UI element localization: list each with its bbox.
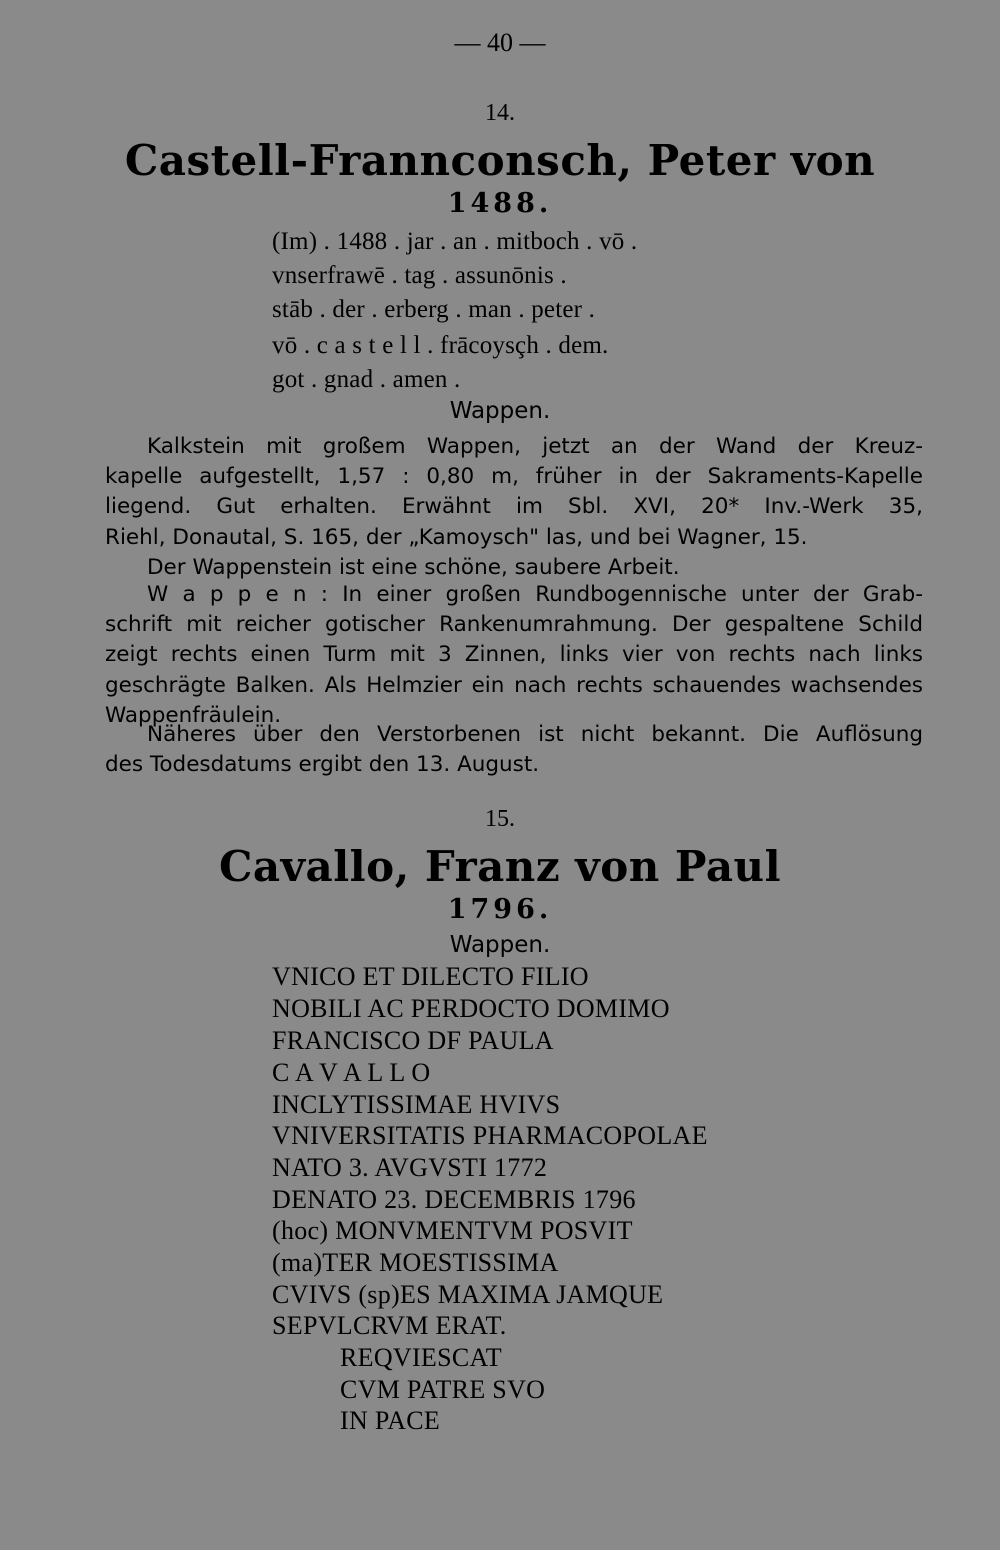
entry-14-paragraph-4: [105, 720, 923, 780]
entry-15-inscription-line: VNIVERSITATIS PHARMACOPOLAE: [272, 1121, 708, 1150]
paragraph-line: Riehl, Donautal, S. 165, der „Kamoysch" las, und bei Wagner, 15.: [105, 524, 808, 550]
paragraph-line: zeigt rechts einen Turm mit 3 Zinnen, links vier von rechts nach links: [105, 642, 923, 668]
entry-14-paragraph-1: [105, 432, 923, 553]
entry-15-inscription-line: CVIVS (sp)ES MAXIMA JAMQUE: [272, 1280, 664, 1309]
entry-14-number: 14.: [485, 100, 515, 126]
entry-15-inscription-line: REQVIESCAT: [340, 1343, 502, 1372]
entry-15-inscription-line: (ma)TER MOESTISSIMA: [272, 1248, 559, 1277]
paragraph-line: Kalkstein mit großem Wappen, jetzt an der Wand der Kreuz-: [147, 434, 923, 459]
paragraph-line: Wappenfräulein.: [105, 702, 282, 728]
entry-15-inscription-line: SEPVLCRVM ERAT.: [272, 1311, 507, 1340]
paragraph-line: liegend. Gut erhalten. Erwähnt im Sbl. XVI, 20* Inv.-Werk 35,: [105, 494, 923, 520]
entry-14-inscription-line: got . gnad . amen .: [272, 366, 461, 393]
paragraph-line: geschrägte Balken. Als Helmzier ein nach rechts schauendes wachsendes: [105, 672, 923, 698]
paragraph-line: W a p p e n : In einer großen Rundbogennische unter der Grab-: [147, 582, 923, 607]
paragraph-line: Näheres über den Verstorbenen ist nicht bekannt. Die Auflösung: [147, 722, 923, 747]
entry-15-inscription-line: DENATO 23. DECEMBRIS 1796: [272, 1185, 636, 1214]
entry-15-inscription-line: (hoc) MONVMENTVM POSVIT: [272, 1216, 633, 1245]
entry-14-wappen-label: Wappen.: [449, 398, 551, 424]
entry-15-inscription-line: NATO 3. AVGVSTI 1772: [272, 1153, 548, 1182]
paragraph-line: kapelle aufgestellt, 1,57 : 0,80 m, früher in der Sakraments-Kapelle: [105, 464, 923, 490]
entry-15-year: 1796.: [447, 894, 553, 925]
paragraph-line: Der Wappenstein ist eine schöne, saubere Arbeit.: [147, 555, 680, 580]
entry-15-inscription-line: CVM PATRE SVO: [340, 1375, 546, 1404]
entry-14-inscription-line: vō . c a s t e l l . frācoysçh . dem.: [272, 332, 609, 359]
paragraph-line: schrift mit reicher gotischer Rankenumrahmung. Der gespaltene Schild: [105, 612, 923, 638]
page-number: — 40 —: [454, 28, 546, 57]
entry-15-inscription-line: NOBILI AC PERDOCTO DOMIMO: [272, 994, 670, 1023]
entry-15-inscription-line: IN PACE: [340, 1406, 441, 1435]
entry-15-inscription-line: FRANCISCO DF PAULA: [272, 1026, 554, 1055]
entry-14-inscription-line: (Im) . 1488 . jar . an . mitboch . vō .: [272, 228, 638, 255]
entry-14-paragraph-3: [105, 580, 923, 731]
entry-15-title: Cavallo, Franz von Paul: [218, 842, 782, 891]
entry-14-title: Castell-Frannconsch, Peter von: [124, 136, 876, 185]
entry-15-inscription-line: INCLYTISSIMAE HVIVS: [272, 1090, 561, 1119]
entry-14-inscription-line: vnserfrawē . tag . assunōnis .: [272, 262, 567, 289]
entry-14-year: 1488.: [447, 188, 553, 219]
entry-14-paragraph-2: [105, 553, 923, 583]
entry-15-number: 15.: [485, 806, 515, 832]
entry-15-inscription-line: VNICO ET DILECTO FILIO: [272, 962, 589, 991]
paragraph-line: des Todesdatums ergibt den 13. August.: [105, 752, 540, 778]
entry-15-wappen-label: Wappen.: [449, 932, 551, 958]
entry-15-inscription-line: C A V A L L O: [272, 1058, 431, 1087]
entry-14-inscription-line: stāb . der . erberg . man . peter .: [272, 296, 596, 323]
